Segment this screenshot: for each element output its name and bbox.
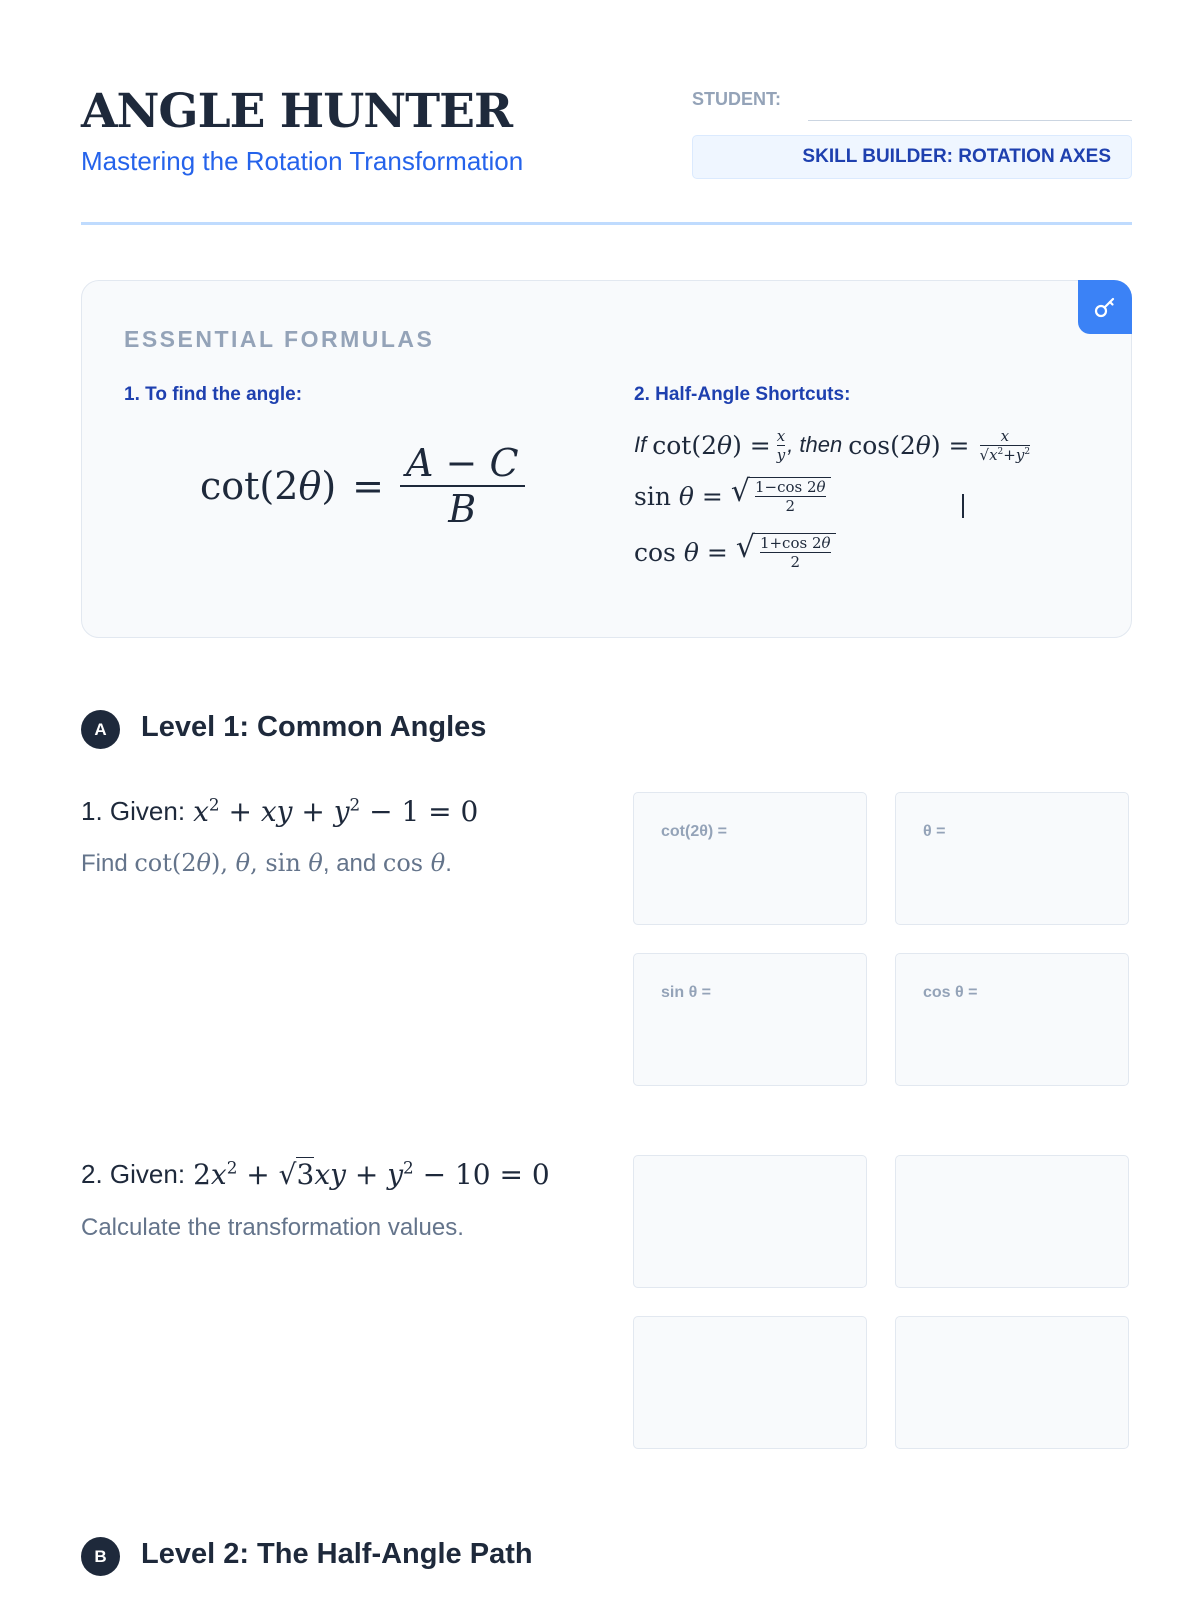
header-divider	[81, 222, 1132, 225]
answer-key-button[interactable]	[1078, 280, 1132, 334]
text-cursor	[962, 494, 964, 518]
cos-half-angle-formula: cos θ = √ 1+cos 2θ 2	[634, 525, 836, 579]
half-angle-title: 2. Half-Angle Shortcuts:	[634, 384, 851, 405]
cot-to-cos-shortcut: If cot(2θ) = x y , then cos(2θ) = x $√x^2+y^2$	[634, 426, 1031, 464]
answer-label-cot: cot(2θ) =	[661, 823, 727, 840]
level-1-badge: A	[81, 710, 120, 749]
answer-label-cos: cos θ =	[923, 984, 978, 1001]
worksheet-subtitle: Mastering the Rotation Transformation	[81, 146, 524, 176]
level-2-badge: B	[81, 1537, 120, 1576]
skill-builder-text: SKILL BUILDER: ROTATION AXES	[802, 146, 1111, 167]
essential-formulas-card	[81, 280, 1132, 638]
answer-box-cot[interactable]	[633, 792, 867, 925]
question-1-given: 1. Given: $x^2$ + xy + $y^2 - 1 = 0$	[81, 794, 479, 828]
answer-box-sin[interactable]	[633, 953, 867, 1086]
answer-box-cos[interactable]	[895, 953, 1129, 1086]
answer-box-q2-2[interactable]	[895, 1155, 1129, 1288]
question-2-prefix: 2. Given:	[81, 1159, 186, 1189]
question-2-instruction: Calculate the transformation values.	[81, 1214, 464, 1241]
find-angle-title: 1. To find the angle:	[124, 384, 303, 405]
student-name-field[interactable]	[808, 120, 1132, 121]
answer-label-theta: θ =	[923, 823, 946, 840]
student-label: STUDENT:	[692, 89, 781, 109]
find-word: Find	[81, 850, 128, 877]
worksheet-title: ANGLE HUNTER	[81, 84, 513, 139]
skill-builder-badge	[692, 135, 1132, 179]
question-2-given: 2. Given: $2x^2 + √3xy + y^2 - 10 = 0$	[81, 1157, 550, 1191]
cot-2theta-formula: cot(2θ) = $\frac{A - C}{B}$	[200, 441, 525, 531]
answer-box-theta[interactable]	[895, 792, 1129, 925]
answer-box-q2-1[interactable]	[633, 1155, 867, 1288]
formulas-heading: ESSENTIAL FORMULAS	[124, 326, 435, 352]
then-word: , then	[787, 432, 843, 457]
question-1-instruction: Find cot(2θ), θ, sin θ, and cos θ.	[81, 849, 452, 877]
key-icon	[1092, 294, 1118, 320]
level-2-title: Level 2: The Half-Angle Path	[141, 1538, 533, 1570]
if-word: If	[634, 432, 647, 457]
sin-half-angle-formula: sin θ = √ 1−cos 2θ 2	[634, 469, 831, 523]
question-1-prefix: 1. Given:	[81, 796, 186, 826]
answer-box-q2-3[interactable]	[633, 1316, 867, 1449]
level-1-title: Level 1: Common Angles	[141, 711, 487, 743]
answer-box-q2-4[interactable]	[895, 1316, 1129, 1449]
answer-label-sin: sin θ =	[661, 984, 711, 1001]
